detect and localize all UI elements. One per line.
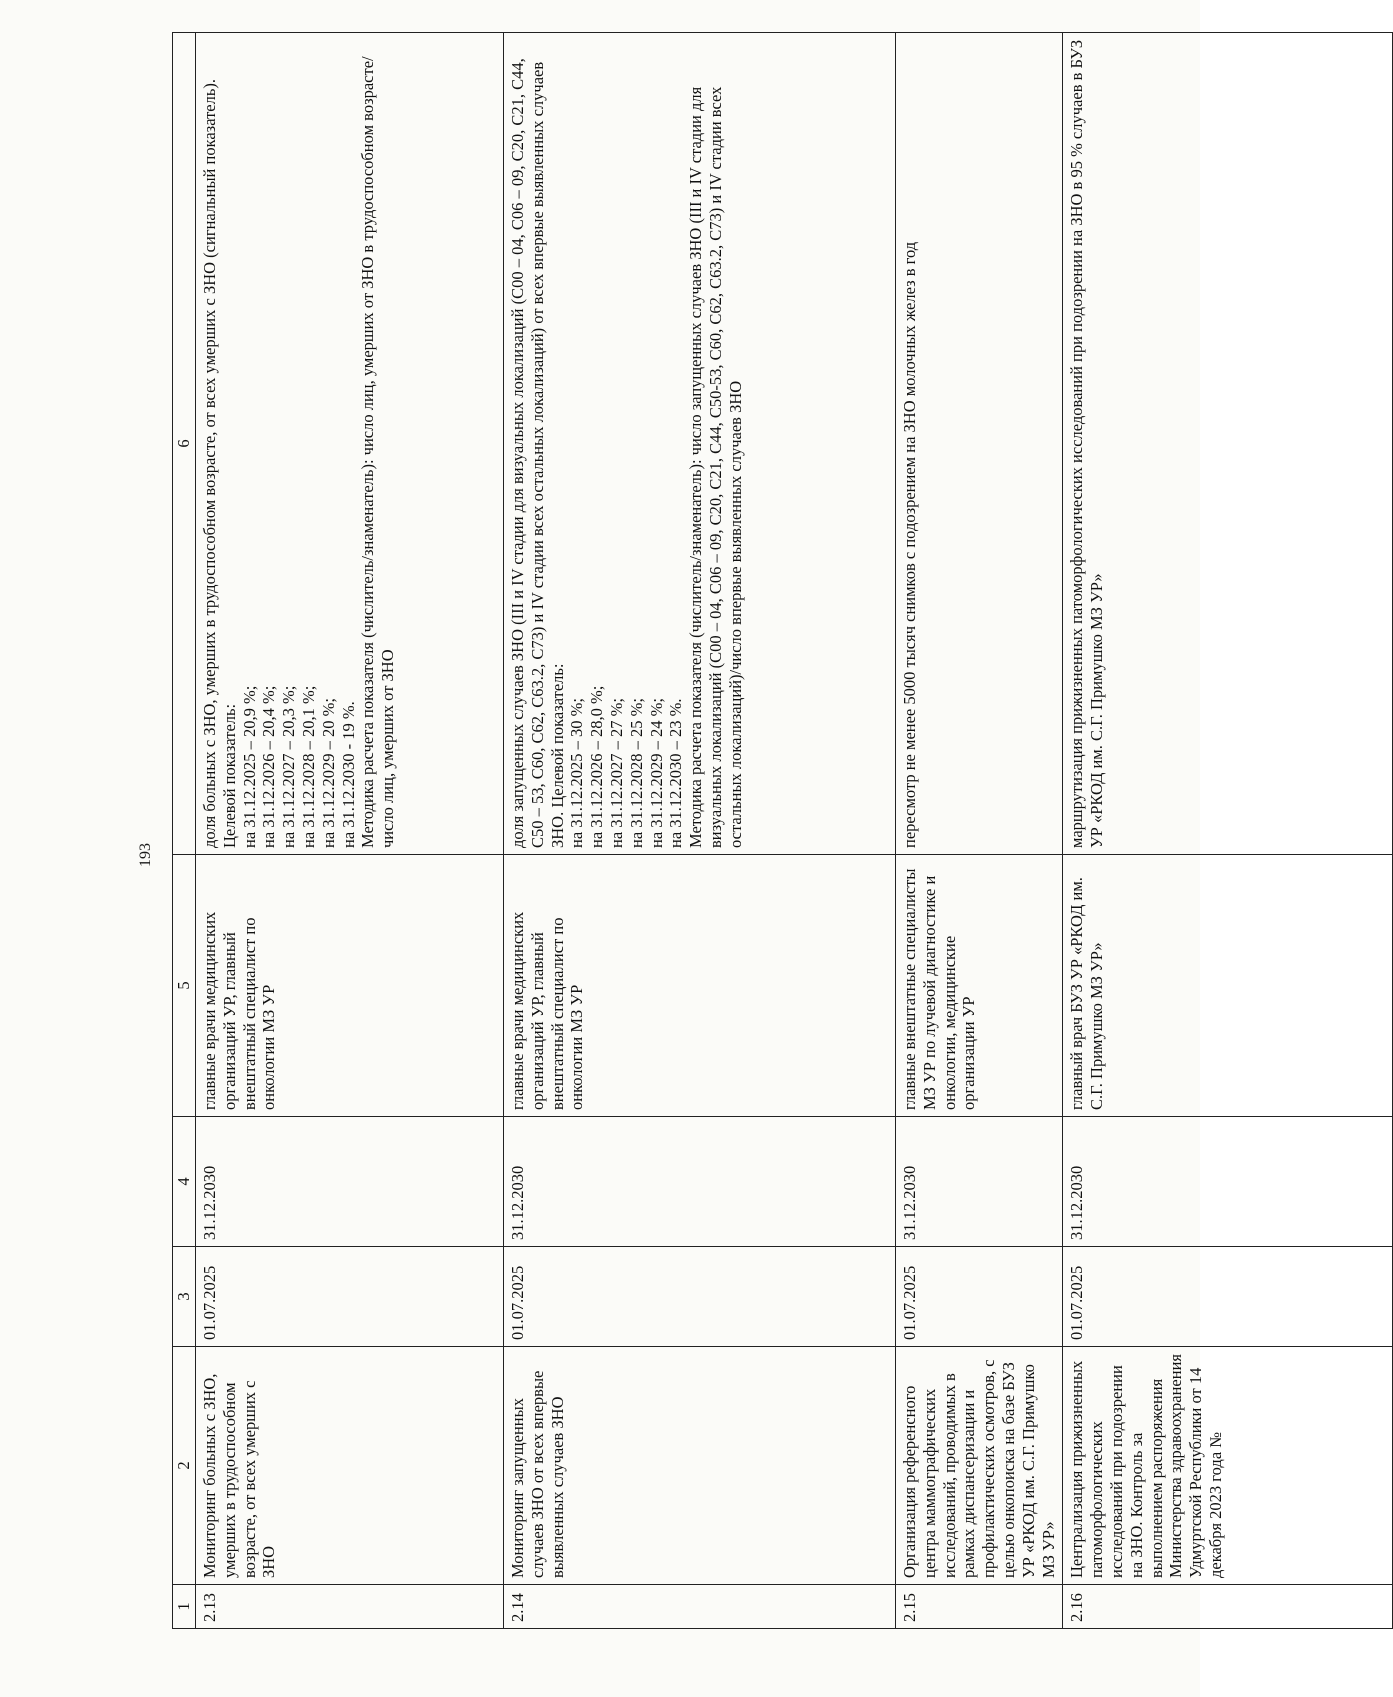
- end-date-cell: 31.12.2030: [504, 1117, 896, 1247]
- event-cell: Мониторинг запущенных случаев ЗНО от всех впервые выявленных случаев ЗНО: [504, 1347, 896, 1585]
- result-line: Методика расчета показателя (числитель/знаменатель): число лиц, умерших от ЗНО в трудоспособном возрасте/число лиц, умерших от ЗНО: [358, 56, 398, 848]
- result-line: Методика расчета показателя (числитель/знаменатель): число запущенных случаев ЗНО (III и IV стадии для визуальных локализаций (С00 – 04, С06 – 09, С20, С21, С44, С50-53, С60, С62, С63.2, С73) и IV стадии всех остальных локализаций)/число впервые выявленных случаев ЗНО: [686, 86, 745, 848]
- table-row: [896, 33, 1063, 1629]
- event-cell: Централизация прижизненных патоморфологических исследований при подозрении на ЗНО. Контроль за выполнением распоряжения Министерства здравоохранения Удмуртской Республики от 14 декабря 2023 года №: [1063, 1347, 1393, 1585]
- table-row: [1063, 33, 1393, 1629]
- event-cell: Организация референсного центра маммографических исследований, проводимых в рамках диспансеризации и профилактических осмотров, с целью онкопоиска на базе БУЗ УР «РКОД им. С.Г. Примушко МЗ УР»: [896, 1347, 1063, 1585]
- result-line: на 31.12.2030 – 23 %.: [666, 698, 686, 848]
- end-date-cell: 31.12.2030: [896, 1117, 1063, 1247]
- result-line: на 31.12.2025 – 20,9 %;: [239, 685, 259, 848]
- result-line: на 31.12.2028 – 25 %;: [626, 698, 646, 848]
- result-line: на 31.12.2028 – 20,1 %;: [298, 685, 318, 848]
- end-date-cell: 31.12.2030: [196, 1117, 504, 1247]
- start-date-cell: 01.07.2025: [504, 1247, 896, 1347]
- header-col-4: 4: [173, 1117, 196, 1247]
- table-row: [504, 33, 896, 1629]
- responsible-cell: главные внештатные специалисты МЗ УР по лучевой диагностике и онкологии, медицинские организации УР: [896, 855, 1063, 1117]
- responsible-cell: главные врачи медицинских организаций УР, главный внештатный специалист по онкологии МЗ УР: [504, 855, 896, 1117]
- result-line: на 31.12.2027 – 27 %;: [606, 698, 626, 848]
- header-col-2: 2: [173, 1347, 196, 1585]
- end-date-cell: 31.12.2030: [1063, 1117, 1393, 1247]
- result-line: на 31.12.2029 – 20 %;: [318, 698, 338, 848]
- row-number: 2.15: [896, 1585, 1063, 1629]
- header-col-5: 5: [173, 855, 196, 1117]
- header-col-1: 1: [173, 1585, 196, 1629]
- header-col-3: 3: [173, 1247, 196, 1347]
- result-line: маршрутизация прижизненных патоморфологических исследований при подозрении на ЗНО в 95 % случаев в БУЗ УР «РКОД им. С.Г. Примушко МЗ УР»: [1067, 39, 1107, 848]
- start-date-cell: 01.07.2025: [896, 1247, 1063, 1347]
- page-number: 193: [137, 843, 154, 867]
- result-line: Целевой показатель:: [219, 703, 239, 848]
- row-number: 2.14: [504, 1585, 896, 1629]
- result-line: доля больных с ЗНО, умерших в трудоспособном возрасте, от всех умерших с ЗНО (сигнальный показатель).: [200, 78, 219, 848]
- result-cell: [504, 33, 896, 855]
- result-line: на 31.12.2030 - 19 %.: [338, 701, 358, 848]
- responsible-cell: главный врач БУЗ УР «РКОД им. С.Г. Примушко МЗ УР»: [1063, 855, 1393, 1117]
- responsible-cell: главные врачи медицинских организаций УР, главный внештатный специалист по онкологии МЗ УР: [196, 855, 504, 1117]
- measures-table: [172, 32, 1393, 1629]
- start-date-cell: 01.07.2025: [196, 1247, 504, 1347]
- row-number: 2.13: [196, 1585, 504, 1629]
- result-cell: [896, 33, 1063, 855]
- result-line: на 31.12.2027 – 20,3 %;: [279, 685, 299, 848]
- table-row: [196, 33, 504, 1629]
- row-number: 2.16: [1063, 1585, 1393, 1629]
- result-line: на 31.12.2025 – 30 %;: [567, 698, 587, 848]
- header-row: [173, 33, 196, 1629]
- result-line: пересмотр не менее 5000 тысяч снимков с подозрением на ЗНО молочных желез в год: [900, 241, 919, 848]
- result-line: на 31.12.2026 – 28,0 %;: [587, 685, 607, 848]
- result-cell: [1063, 33, 1393, 855]
- result-line: доля запущенных случаев ЗНО (III и IV стадии для визуальных локализаций (С00 – 04, С06 – 09, С20, С21, С44, С50 – 53, С60, С62, С63.2, С73) и IV стадии всех остальных локализаций) от всех впервые выявленных случаев ЗНО. Целевой показатель:: [508, 58, 567, 848]
- start-date-cell: 01.07.2025: [1063, 1247, 1393, 1347]
- result-line: на 31.12.2029 – 24 %;: [646, 698, 666, 848]
- result-line: на 31.12.2026 – 20,4 %;: [259, 685, 279, 848]
- event-cell: Мониторинг больных с ЗНО, умерших в трудоспособном возрасте, от всех умерших с ЗНО: [196, 1347, 504, 1585]
- result-cell: [196, 33, 504, 855]
- header-col-6: 6: [173, 33, 196, 855]
- table-rotated-container: [172, 33, 1348, 1629]
